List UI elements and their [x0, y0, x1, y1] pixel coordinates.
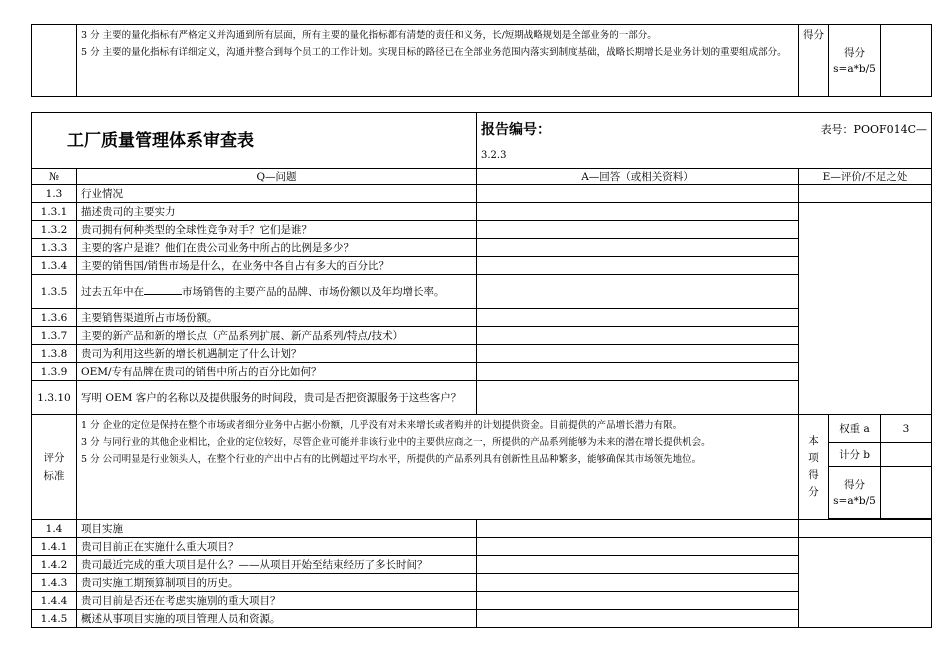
form-number: 表号：POOF014C— — [820, 123, 928, 136]
item-number: 1.4.2 — [32, 556, 77, 574]
answer-cell[interactable] — [477, 275, 799, 309]
question-text: 贵司为利用这些新的增长机遇制定了什么计划？ — [77, 345, 477, 363]
evaluation-cell[interactable] — [799, 185, 932, 203]
empty-cell — [32, 25, 77, 97]
column-no: № — [32, 169, 77, 185]
criteria-3-point: 3 分 主要的量化指标有严格定义并沟通到所有层面，所有主要的量化指标都有清楚的责任和义务，长/短期战略规划是全部业务的一部分。 — [81, 30, 657, 41]
question-text: 主要的客户是谁？他们在贵公司业务中所占的比例是多少？ — [77, 239, 477, 257]
weight-label: 权重 a — [829, 415, 881, 443]
score-cell — [829, 467, 881, 519]
criteria-text — [77, 415, 799, 520]
section-title: 项目实施 — [77, 520, 477, 538]
item-score-label: 本项得分 — [799, 415, 829, 520]
answer-cell[interactable] — [477, 327, 799, 345]
column-evaluation: E—评价/不足之处 — [799, 169, 932, 185]
answer-cell[interactable] — [477, 185, 799, 203]
section-number: 1.4 — [32, 520, 77, 538]
answer-cell[interactable] — [477, 381, 799, 415]
report-header — [477, 113, 932, 169]
criteria-1-point: 1 分 企业的定位是保持在整个市场或者细分业务中占据小份额，几乎没有对未来增长或者购并的计划提供资金。目前提供的产品增长潜力有限。 — [81, 420, 683, 431]
column-answer: A—回答（或相关资料） — [477, 169, 799, 185]
answer-cell[interactable] — [477, 239, 799, 257]
question-text: 写明 OEM 客户的名称以及提供服务的时间段，贵司是否把资源服务于这些客户？ — [77, 381, 477, 415]
question-text: OEM/专有品牌在贵司的销售中所占的百分比如何？ — [77, 363, 477, 381]
question-text: 主要的新产品和新的增长点（产品系列扩展、新产品系列/特点/技术） — [77, 327, 477, 345]
item-number: 1.4.5 — [32, 610, 77, 628]
item-number: 1.3.7 — [32, 327, 77, 345]
audit-checklist-table — [31, 112, 932, 628]
column-question: Q—问题 — [77, 169, 477, 185]
count-label: 计分 b — [829, 443, 881, 467]
question-text-after: 市场销售的主要产品的品牌、市场份额以及年均增长率。 — [182, 286, 445, 298]
item-number: 1.4.4 — [32, 592, 77, 610]
answer-cell[interactable] — [477, 363, 799, 381]
item-number: 1.3.3 — [32, 239, 77, 257]
score-formula: s=a*b/5 — [833, 494, 876, 507]
score-name: 得分 — [844, 46, 865, 59]
section-title: 行业情况 — [77, 185, 477, 203]
criteria-label: 评分标准 — [32, 415, 77, 520]
score-value-cell[interactable] — [881, 467, 932, 519]
item-number: 1.3.4 — [32, 257, 77, 275]
item-number: 1.3.10 — [32, 381, 77, 415]
weight-value: 3 — [881, 415, 932, 443]
item-number: 1.3.6 — [32, 309, 77, 327]
score-formula: s=a*b/5 — [833, 62, 876, 75]
question-text: 贵司拥有何种类型的全球性竞争对手？它们是谁？ — [77, 221, 477, 239]
answer-cell[interactable] — [477, 556, 799, 574]
criteria-5-point: 5 分 主要的量化指标有详细定义，沟通并整合到每个员工的工作计划。实现目标的路径已在全部业务范围内落实到制度基础，战略长期增长是业务计划的重要组成部分。 — [81, 47, 787, 58]
criteria-3-point: 3 分 与同行业的其他企业相比，企业的定位较好，尽管企业可能并非该行业中的主要供应商之一，所提供的产品系列能够为未来的潜在增长提供机会。 — [81, 437, 711, 448]
question-text — [77, 275, 477, 309]
item-number: 1.3.9 — [32, 363, 77, 381]
item-number: 1.3.1 — [32, 203, 77, 221]
item-number: 1.3.2 — [32, 221, 77, 239]
answer-cell[interactable] — [477, 538, 799, 556]
question-text: 贵司实施工期预算制项目的历史。 — [77, 574, 477, 592]
question-text: 贵司最近完成的重大项目是什么？——从项目开始至结束经历了多长时间？ — [77, 556, 477, 574]
score-name: 得分 — [844, 478, 865, 491]
item-number: 1.4.1 — [32, 538, 77, 556]
item-number: 1.3.5 — [32, 275, 77, 309]
answer-cell[interactable] — [477, 221, 799, 239]
continued-scoring-table — [31, 24, 932, 97]
fill-in-blank[interactable] — [144, 284, 182, 295]
answer-cell[interactable] — [477, 203, 799, 221]
answer-cell[interactable] — [477, 257, 799, 275]
answer-cell[interactable] — [477, 520, 799, 538]
report-number: 3.2.3 — [481, 150, 507, 161]
report-label: 报告编号： — [481, 122, 551, 138]
evaluation-cell[interactable] — [799, 538, 932, 628]
answer-cell[interactable] — [477, 574, 799, 592]
item-number: 1.3.8 — [32, 345, 77, 363]
answer-cell[interactable] — [477, 345, 799, 363]
question-text: 描述贵司的主要实力 — [77, 203, 477, 221]
question-text: 主要销售渠道所占市场份额。 — [77, 309, 477, 327]
section-number: 1.3 — [32, 185, 77, 203]
criteria-text — [77, 25, 799, 97]
answer-cell[interactable] — [477, 309, 799, 327]
question-text: 主要的销售国/销售市场是什么，在业务中各自占有多大的百分比？ — [77, 257, 477, 275]
evaluation-cell[interactable] — [799, 520, 932, 538]
count-value-cell[interactable] — [881, 443, 932, 467]
question-text-before: 过去五年中在 — [81, 286, 144, 298]
answer-cell[interactable] — [477, 610, 799, 628]
question-text: 贵司目前是否还在考虑实施别的重大项目？ — [77, 592, 477, 610]
answer-cell[interactable] — [477, 592, 799, 610]
score-label: 得分 — [799, 25, 829, 97]
form-title: 工厂质量管理体系审查表 — [32, 113, 477, 169]
question-text: 贵司目前正在实施什么重大项目？ — [77, 538, 477, 556]
question-text: 概述从事项目实施的项目管理人员和资源。 — [77, 610, 477, 628]
score-value-cell[interactable] — [881, 25, 932, 97]
score-cell — [829, 25, 881, 97]
criteria-5-point: 5 分 公司明显是行业领头人，在整个行业的产出中占有的比例超过平均水平，所提供的产品系列具有创新性且品种繁多，能够确保其市场领先地位。 — [81, 454, 702, 465]
item-number: 1.4.3 — [32, 574, 77, 592]
evaluation-cell[interactable] — [799, 203, 932, 415]
